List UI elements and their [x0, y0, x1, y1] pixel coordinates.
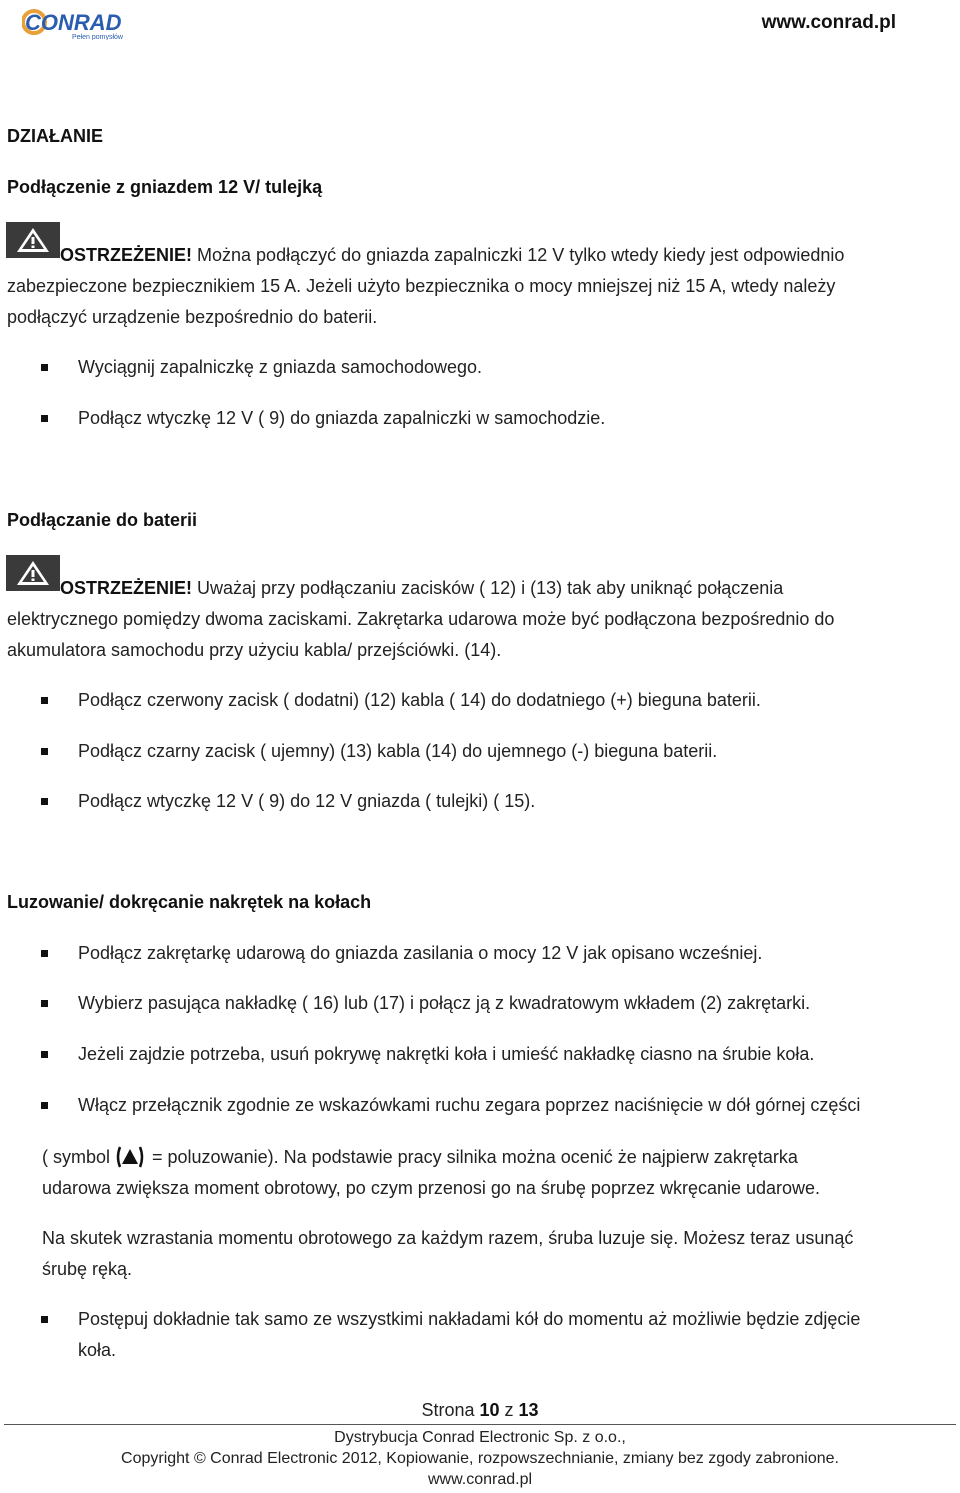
section-title: DZIAŁANIE — [7, 126, 103, 146]
s1-warning-line1 — [60, 240, 844, 271]
footer-distributor: Dystrybucja Conrad Electronic Sp. z o.o., — [334, 1429, 626, 1446]
list-item: Podłącz czarny zacisk ( ujemny) (13) kabla (14) do ujemnego (-) bieguna baterii. — [78, 741, 718, 761]
s3-cont-prefix: ( symbol — [42, 1147, 111, 1167]
page-current: 10 — [479, 1400, 500, 1420]
list-item-line2: koła. — [78, 1340, 117, 1360]
bullet-marker — [41, 415, 48, 422]
list-item: Wybierz pasująca nakładkę ( 16) lub (17) i połącz ją z kwadratowym wkładem (2) zakrętarki. — [78, 993, 811, 1013]
bullet-marker — [41, 1102, 48, 1109]
s2-warning-text1: Uważaj przy podłączaniu zacisków ( 12) i (13) tak aby uniknąć połączenia — [192, 578, 784, 598]
list-item: Podłącz wtyczkę 12 V ( 9) do gniazda zapalniczki w samochodzie. — [78, 408, 606, 428]
s3-para-line1: Na skutek wzrastania momentu obrotowego za każdym razem, śruba luzuje się. Możesz teraz usunąć — [42, 1228, 854, 1248]
s1-warning-label: OSTRZEŻENIE! — [60, 245, 193, 265]
s2-warning-line3: akumulatora samochodu przy użyciu kabla/ przejściówki. (14). — [7, 640, 502, 660]
s3-title: Luzowanie/ dokręcanie nakrętek na kołach — [7, 892, 372, 912]
list-item: Włącz przełącznik zgodnie ze wskazówkami ruchu zegara poprzez naciśnięcie w dół górnej części — [78, 1095, 861, 1115]
warning-icon — [6, 222, 60, 258]
s1-warning-text1: Można podłączyć do gniazda zapalniczki 12 V tylko wtedy kiedy jest odpowiednio — [192, 245, 845, 265]
page-prefix: Strona — [421, 1400, 480, 1420]
list-item: Podłącz czerwony zacisk ( dodatni) (12) kabla ( 14) do dodatniego (+) bieguna baterii. — [78, 690, 761, 710]
s3-cont-line1 — [42, 1142, 798, 1173]
loosen-symbol-icon — [114, 1145, 146, 1169]
s1-warning-line2: zabezpieczone bezpiecznikiem 15 A. Jeżeli użyto bezpiecznika o mocy mniejszej niż 15 A, wtedy należy — [7, 276, 836, 296]
footer-website[interactable]: www.conrad.pl — [427, 1471, 533, 1488]
s3-cont-text: = poluzowanie). Na podstawie pracy silnika można ocenić że najpierw zakrętarka — [152, 1147, 798, 1167]
bullet-marker — [41, 697, 48, 704]
page-of: z — [499, 1400, 519, 1420]
s1-title: Podłączenie z gniazdem 12 V/ tulejką — [7, 177, 323, 197]
list-item: Podłącz wtyczkę 12 V ( 9) do 12 V gniazda ( tulejki) ( 15). — [78, 791, 536, 811]
svg-text:Pełen pomysłów: Pełen pomysłów — [72, 34, 123, 40]
s3-para-line2: śrubę ręką. — [42, 1259, 133, 1279]
warning-icon — [6, 555, 60, 591]
list-item: Podłącz zakrętarkę udarową do gniazda zasilania o mocy 12 V jak opisano wcześniej. — [78, 943, 763, 963]
s2-warning-line1 — [60, 573, 783, 604]
conrad-logo — [22, 6, 137, 40]
page-total: 13 — [518, 1400, 539, 1420]
footer-divider — [4, 1424, 956, 1425]
list-item: Jeżeli zajdzie potrzeba, usuń pokrywę nakrętki koła i umieść nakładkę ciasno na śrubie koła. — [78, 1044, 815, 1064]
bullet-marker — [41, 798, 48, 805]
s1-warning-line3: podłączyć urządzenie bezpośrednio do baterii. — [7, 307, 378, 327]
bullet-marker — [41, 364, 48, 371]
list-item: Wyciągnij zapalniczkę z gniazda samochodowego. — [78, 357, 483, 377]
header-website[interactable]: www.conrad.pl — [761, 12, 896, 33]
s3-cont-line2: udarowa zwiększa moment obrotowy, po czym przenosi go na śrubę poprzez wkręcanie udarowe. — [42, 1178, 821, 1198]
s2-warning-line2: elektrycznego pomiędzy dwoma zaciskami. Zakrętarka udarowa może być podłączona bezpośrednio do — [7, 609, 835, 629]
bullet-marker — [41, 1051, 48, 1058]
conrad-logo-graphic — [22, 6, 137, 40]
list-item-line1: Postępuj dokładnie tak samo ze wszystkimi nakładami kół do momentu aż możliwie będzie zdjęcie — [78, 1309, 861, 1329]
page-number — [0, 1400, 960, 1421]
bullet-marker — [41, 1316, 48, 1323]
bullet-marker — [41, 950, 48, 957]
bullet-marker — [41, 748, 48, 755]
s2-title: Podłączanie do baterii — [7, 510, 198, 530]
bullet-marker — [41, 1000, 48, 1007]
svg-text:CONRAD: CONRAD — [25, 10, 122, 35]
footer-copyright: Copyright © Conrad Electronic 2012, Kopiowanie, rozpowszechnianie, zmiany bez zgody zabronione. — [121, 1450, 839, 1467]
s2-warning-label: OSTRZEŻENIE! — [60, 578, 193, 598]
